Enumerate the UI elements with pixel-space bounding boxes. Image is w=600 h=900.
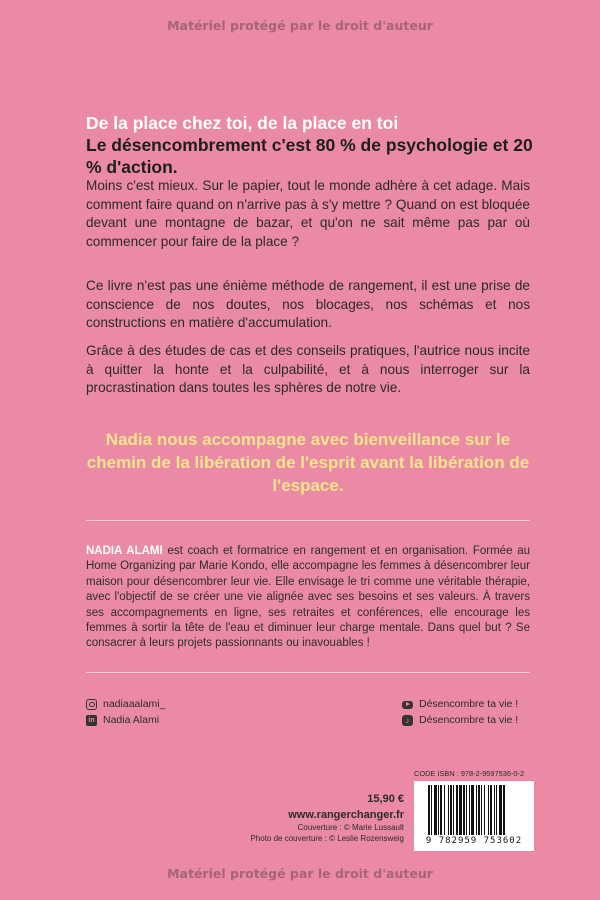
author-bio bbox=[86, 544, 530, 652]
barcode-number: 9 782959 753602 bbox=[425, 836, 523, 846]
youtube-handle: Désencombre ta vie ! bbox=[419, 698, 519, 710]
blurb-paragraph-2: Ce livre n'est pas une énième méthode de rangement, il est une prise de conscience de nos doutes, nos blocages, nos schémas et nos constructions en matière d'accumulation. bbox=[86, 278, 530, 331]
barcode bbox=[414, 781, 534, 851]
headline-subtitle: Le désencombrement c'est 80 % de psychologie et 20 % d'action. bbox=[86, 135, 533, 177]
blurb-paragraph-3: Grâce à des études de cas et des conseils pratiques, l'autrice nous incite à quitter la honte et la culpabilité, et à nous interroger sur la procrastination dans toutes les sphères de notre vie. bbox=[86, 343, 530, 396]
social-links-right bbox=[402, 696, 518, 728]
linkedin-handle: Nadia Alami bbox=[103, 714, 160, 726]
author-name: NADIA ALAMI bbox=[86, 545, 163, 557]
linkedin-link[interactable] bbox=[86, 712, 165, 728]
headline-title: De la place chez toi, de la place en toi bbox=[86, 113, 399, 133]
website-link[interactable]: www.rangerchanger.fr bbox=[288, 809, 404, 821]
photo-credit: Photo de couverture : © Leslie Rozensweig bbox=[250, 834, 404, 843]
headline bbox=[86, 112, 546, 178]
youtube-icon bbox=[402, 701, 413, 709]
tiktok-link[interactable] bbox=[402, 712, 518, 728]
price: 15,90 € bbox=[367, 793, 404, 805]
highlight-quote: Nadia nous accompagne avec bienveillance sur le chemin de la libération de l'esprit avant la libération de l'espace. bbox=[86, 430, 530, 495]
divider-top bbox=[86, 520, 530, 521]
divider-bottom bbox=[86, 672, 530, 673]
social-links-left bbox=[86, 696, 165, 728]
blurb-paragraph-1: Moins c'est mieux. Sur le papier, tout le monde adhère à cet adage. Mais comment faire quand on n'arrive pas à s'y mettre ? Quand on est bloquée devant une montagne de bazar, et qu'on ne sait même pas par où commencer pour faire de la place ? bbox=[86, 178, 530, 249]
barcode-bars bbox=[426, 785, 522, 835]
instagram-icon bbox=[86, 699, 97, 710]
copyright-watermark-bottom: Matériel protégé par le droit d'auteur bbox=[167, 866, 433, 881]
author-bio-text: est coach et formatrice en rangement et en organisation. Formée au Home Organizing par Marie Kondo, elle accompagne les femmes à désencombrer leur maison pour désencombrer leur vie. Elle envisage le tri comme une véritable thérapie, avec l'objectif de se créer une vie alignée avec ses besoins et ses valeurs. À travers ses accompagnements en ligne, ses retraites et conférences, elle encourage les femmes à sortir la tête de l'eau et diminuer leur charge mentale. Dans quel but ? Se consacrer à leurs projets passionnants ou inavouables ! bbox=[86, 545, 530, 650]
copyright-watermark-top: Matériel protégé par le droit d'auteur bbox=[167, 18, 433, 33]
linkedin-icon: in bbox=[86, 715, 97, 726]
instagram-link[interactable] bbox=[86, 696, 165, 712]
cover-credit: Couverture : © Marie Lussault bbox=[297, 823, 404, 832]
tiktok-handle: Désencombre ta vie ! bbox=[419, 714, 519, 726]
isbn-label: CODE ISBN : 978-2-9597536-0-2 bbox=[414, 769, 525, 778]
instagram-handle: nadiaaalami_ bbox=[103, 698, 166, 710]
tiktok-icon: ♪ bbox=[402, 715, 413, 726]
youtube-link[interactable] bbox=[402, 696, 518, 712]
